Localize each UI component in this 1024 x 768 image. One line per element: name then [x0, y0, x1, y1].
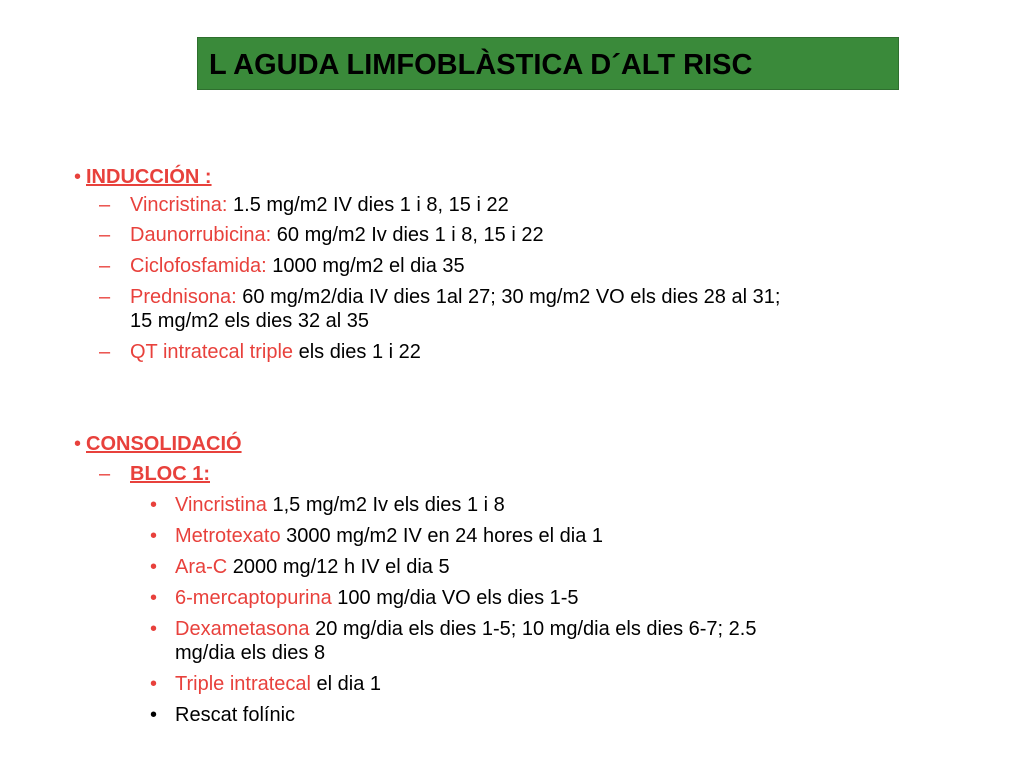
drug-dose: 60 mg/m2 Iv dies 1 i 8, 15 i 22: [271, 224, 544, 246]
drug-dose: 2000 mg/12 h IV el dia 5: [227, 556, 450, 578]
induccio-item-ciclofosfamida: [130, 255, 465, 277]
drug-dose: 1,5 mg/m2 Iv els dies 1 i 8: [266, 494, 505, 516]
bullet-marker: •: [150, 587, 158, 609]
item-text: Rescat folínic: [175, 704, 296, 726]
bullet-marker: •: [150, 618, 158, 640]
slide-title: L AGUDA LIMFOBLÀSTICA D´ALT RISC: [209, 49, 753, 81]
dash-marker: –: [99, 286, 111, 308]
bloc1-item-mercaptopurina: [175, 587, 579, 609]
induccio-heading: INDUCCIÓN :: [86, 166, 212, 188]
bloc1-heading: BLOC 1:: [130, 463, 210, 485]
bloc1-item-metrotexato: [175, 525, 603, 547]
induccio-item-prednisona: [130, 286, 780, 308]
drug-dose: 100 mg/dia VO els dies 1-5: [331, 587, 579, 609]
bloc1-item-ara-c: [175, 556, 450, 578]
drug-dose-continuation: 15 mg/m2 els dies 32 al 35: [130, 310, 370, 332]
drug-dose: 3000 mg/m2 IV en 24 hores el dia 1: [280, 525, 604, 547]
drug-name: 6-mercaptopurina: [175, 587, 332, 609]
drug-name: QT intratecal triple: [130, 341, 294, 363]
dash-marker: –: [99, 341, 111, 363]
drug-name: Daunorrubicina:: [130, 224, 272, 246]
drug-name: Ara-C: [175, 556, 228, 578]
induccio-item-daunorrubicina: [130, 224, 544, 246]
bullet-marker: •: [74, 166, 82, 188]
drug-dose: 1.5 mg/m2 IV dies 1 i 8, 15 i 22: [227, 194, 509, 216]
dash-marker: –: [99, 255, 111, 277]
drug-name: Ciclofosfamida:: [130, 255, 267, 277]
dash-marker: –: [99, 194, 111, 216]
drug-dose: el dia 1: [310, 673, 382, 695]
drug-name: Vincristina: [175, 494, 267, 516]
drug-name: Triple intratecal: [175, 673, 311, 695]
title-banner: [197, 37, 899, 90]
drug-dose: els dies 1 i 22: [293, 341, 421, 363]
bloc1-item-vincristina: [175, 494, 505, 516]
bloc1-item-triple-intratecal: [175, 673, 381, 695]
drug-name: Metrotexato: [175, 525, 281, 547]
drug-name: Prednisona:: [130, 286, 237, 308]
bullet-marker: •: [150, 494, 158, 516]
consolidacio-heading: CONSOLIDACIÓ: [86, 433, 242, 455]
bullet-marker: •: [150, 525, 158, 547]
drug-dose: 60 mg/m2/dia IV dies 1al 27; 30 mg/m2 VO els dies 28 al 31;: [236, 286, 781, 308]
dash-marker: –: [99, 224, 111, 246]
drug-name: Vincristina:: [130, 194, 228, 216]
drug-dose: 20 mg/dia els dies 1-5; 10 mg/dia els dies 6-7; 2.5: [309, 618, 757, 640]
drug-dose-continuation: mg/dia els dies 8: [175, 642, 326, 664]
bullet-marker: •: [150, 556, 158, 578]
dash-marker: –: [99, 463, 111, 485]
bullet-marker: •: [150, 704, 158, 726]
bullet-marker: •: [74, 433, 82, 455]
induccio-item-vincristina: [130, 194, 509, 216]
induccio-item-qt-intratecal: [130, 341, 421, 363]
bloc1-item-rescat-folinic: [175, 704, 295, 726]
bullet-marker: •: [150, 673, 158, 695]
bloc1-item-dexametasona: [175, 618, 756, 640]
drug-dose: 1000 mg/m2 el dia 35: [266, 255, 465, 277]
drug-name: Dexametasona: [175, 618, 310, 640]
